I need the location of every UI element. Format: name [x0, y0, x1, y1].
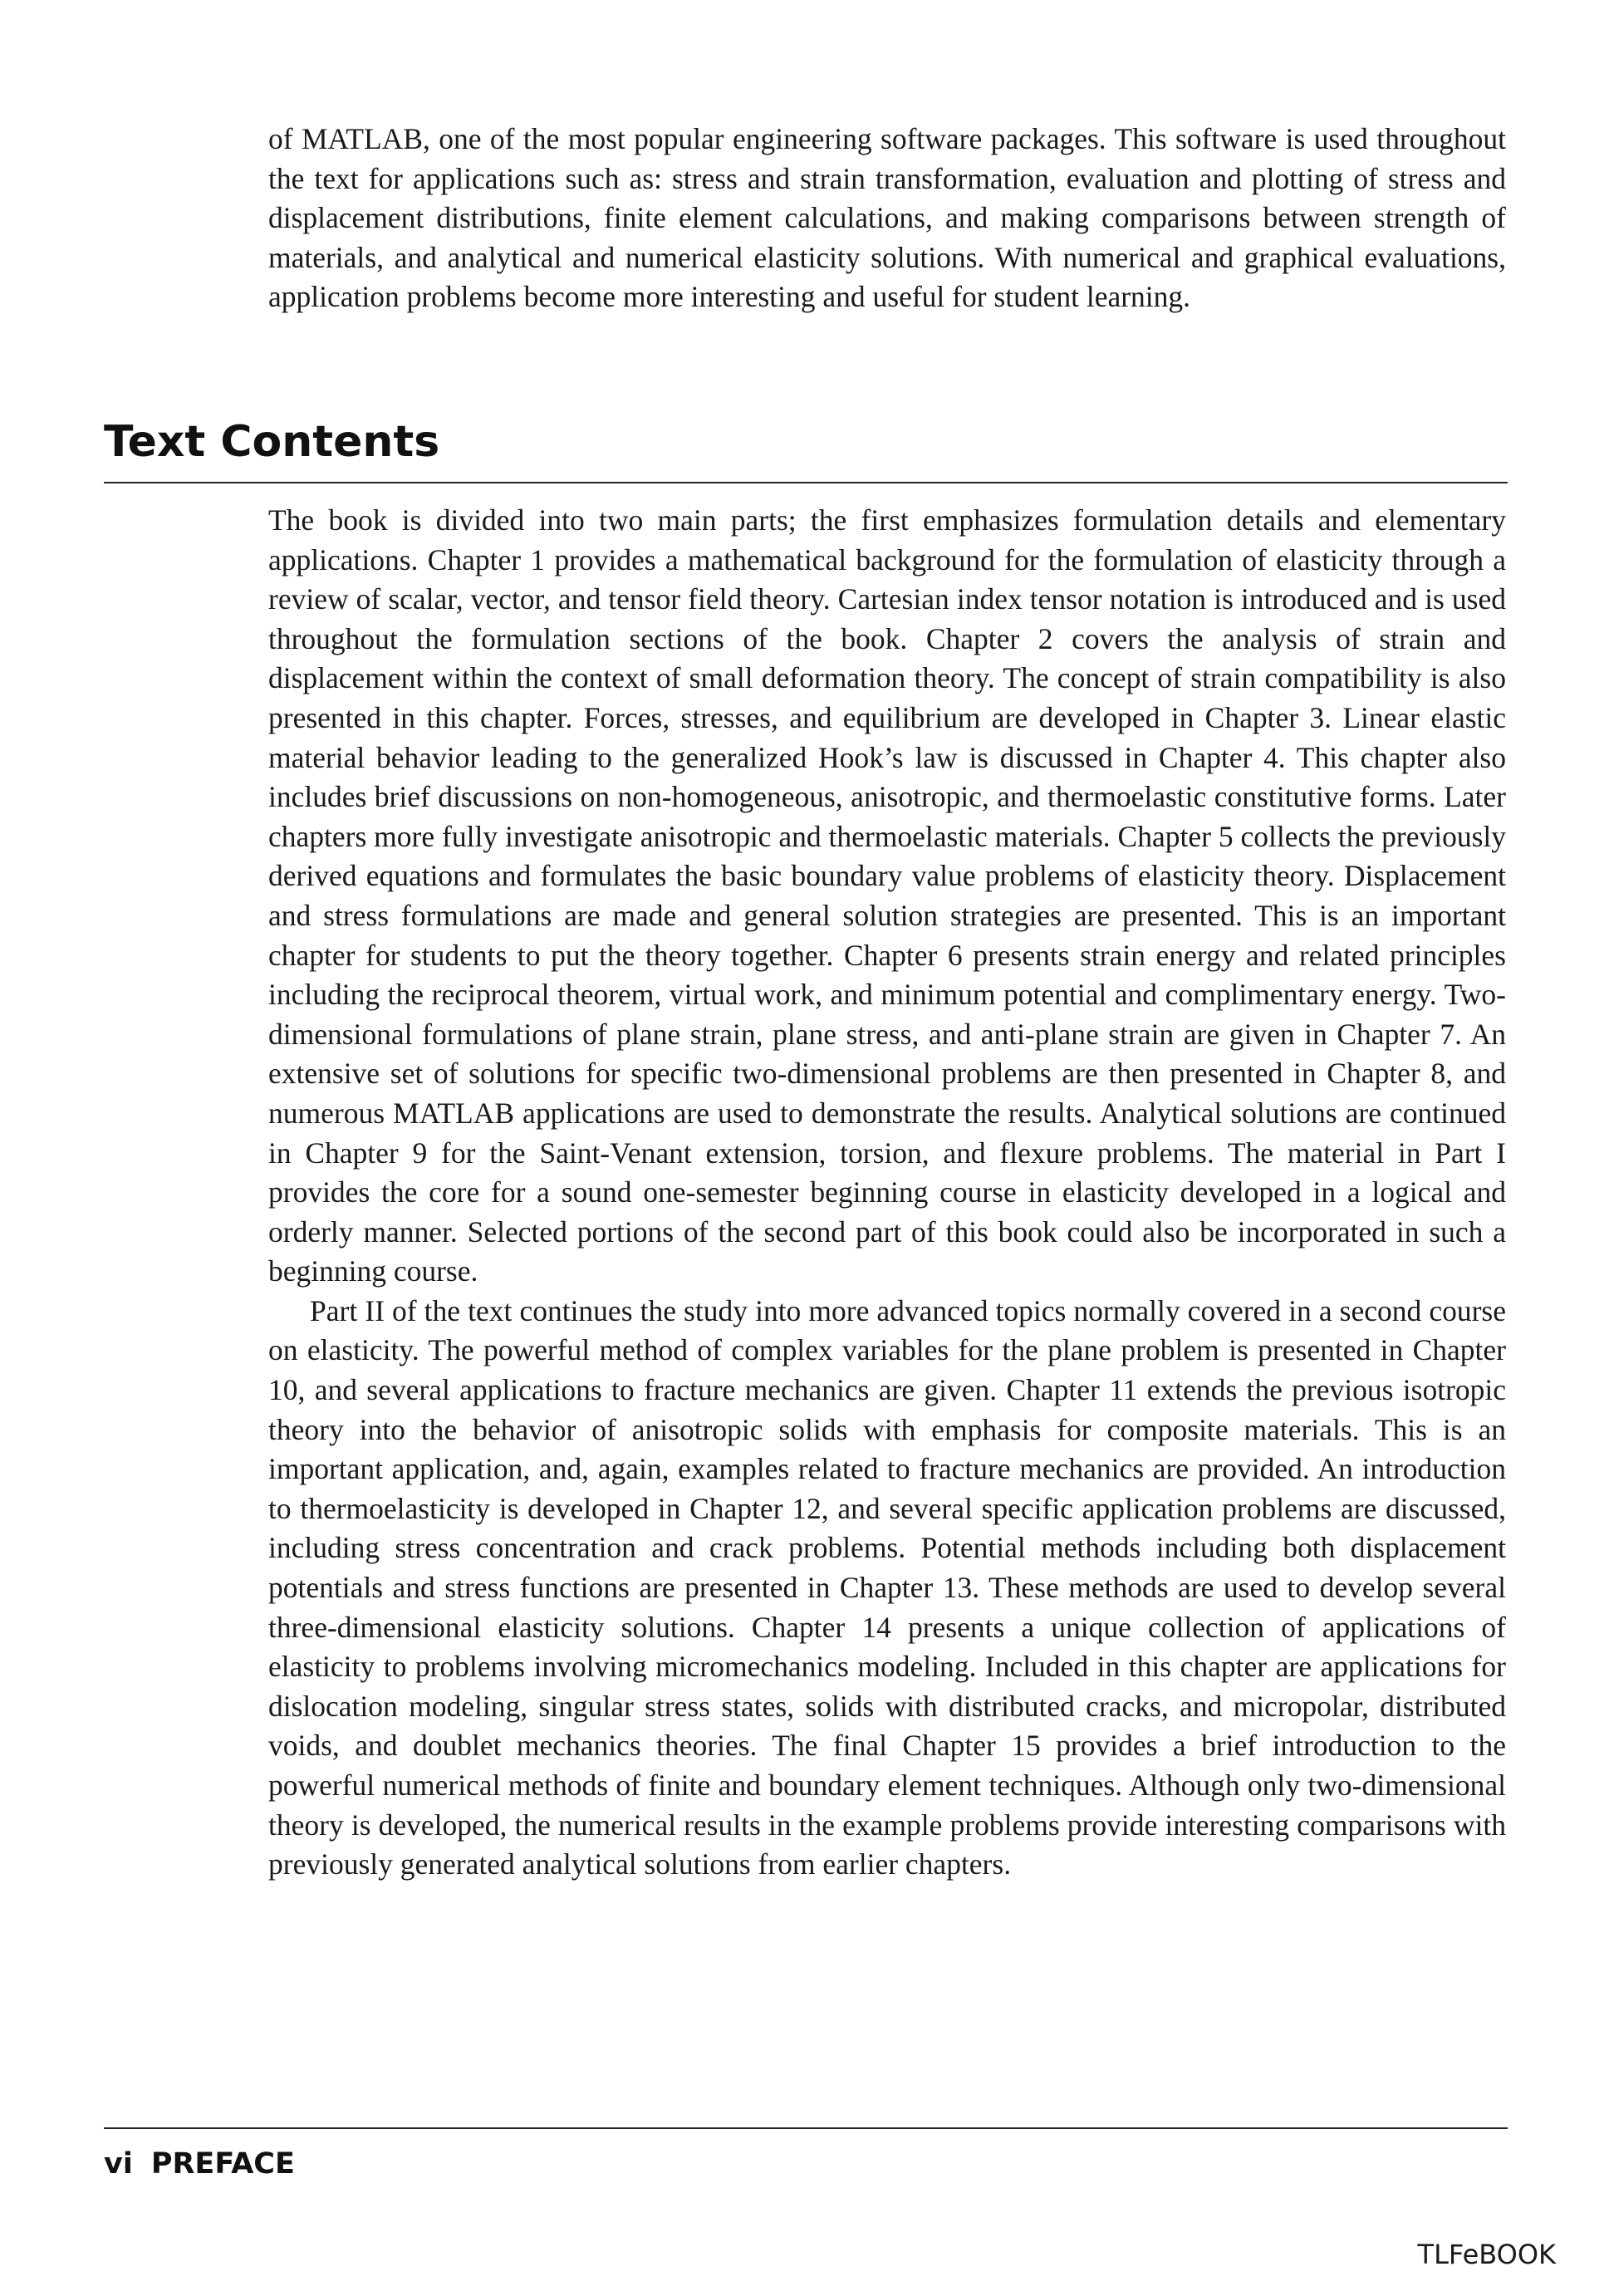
section-paragraph-1: The book is divided into two main parts; the first emphasizes formulation details and elementary applications. Chapter 1 provides a mathematical background for the formulation of elasticity through a review of scalar, vector, and tensor field theory. Cartesian index tensor notation is introduced and is used throughout the formulation sections of the book. Chapter 2 covers the analysis of strain and displacement within the context of small deformation theory. The concept of strain compatibility is also presented in this chapter. Forces, stresses, and equilibrium are developed in Chapter 3. Linear elastic material behavior leading to the generalized Hook’s law is discussed in Chapter 4. This chapter also includes brief discussions on non-homogeneous, anisotropic, and thermoelastic constitutive forms. Later chapters more fully investigate anisotropic and thermoelastic materials. Chapter 5 collects the previously derived equations and formulates the basic boundary value problems of elasticity theory. Displacement and stress formulations are made and general solution strategies are presented. This is an important chapter for students to put the theory together. Chapter 6 presents strain energy and related principles including the reciprocal theorem, virtual work, and minimum potential and complimentary energy. Two-dimensional formulations of plane strain, plane stress, and anti-plane strain are given in Chapter 7. An extensive set of solutions for specific two-dimensional problems are then presented in Chapter 8, and numerous MATLAB applications are used to demonstrate the results. Analytical solutions are continued in Chapter 9 for the Saint-Venant extension, torsion, and flexure problems. The material in Part I provides the core for a sound one-semester beginning course in elasticity developed in a logical and orderly manner. Selected portions of the second part of this book could also be incorporated in such a beginning course.	[268, 503, 1506, 1288]
page-number: vi	[104, 2147, 133, 2181]
footer-divider	[104, 2127, 1508, 2129]
intro-paragraph: of MATLAB, one of the most popular engineering software packages. This software is used throughout the text for applications such as: stress and strain transformation, evaluation and plotting of stress and displacement distributions, finite element calculations, and making comparisons between strength of materials, and analytical and numerical elasticity solutions. With numerical and graphical evaluations, application problems become more interesting and useful for student learning.	[268, 122, 1506, 314]
page-footer	[104, 2143, 295, 2185]
section-heading: Text Contents	[104, 417, 440, 467]
section-divider	[104, 482, 1508, 483]
running-head: PREFACE	[150, 2147, 295, 2181]
section-paragraph-2: Part II of the text continues the study into more advanced topics normally covered in a second course on elasticity. The powerful method of complex variables for the plane problem is presented in Chapter 10, and several applications to fracture mechanics are given. Chapter 11 extends the previous isotropic theory into the behavior of anisotropic solids with emphasis for composite materials. This is an important application, and, again, examples related to fracture mechanics are provided. An introduction to thermoelasticity is developed in Chapter 12, and several specific application problems are discussed, including stress concentration and crack problems. Potential methods including both displacement potentials and stress functions are presented in Chapter 13. These methods are used to develop several three-dimensional elasticity solutions. Chapter 14 presents a unique collection of applications of elasticity to problems involving micromechanics modeling. Included in this chapter are applications for dislocation modeling, singular stress states, solids with distributed cracks, and micropolar, distributed voids, and doublet mechanics theories. The final Chapter 15 provides a brief introduction to the powerful numerical methods of finite and boundary element techniques. Although only two-dimensional theory is developed, the numerical results in the example problems provide interesting comparisons with previously generated analytical solutions from earlier chapters.	[268, 1293, 1506, 1881]
section-body	[268, 501, 1506, 1885]
source-watermark: TLFeBOOK	[1417, 2239, 1556, 2270]
